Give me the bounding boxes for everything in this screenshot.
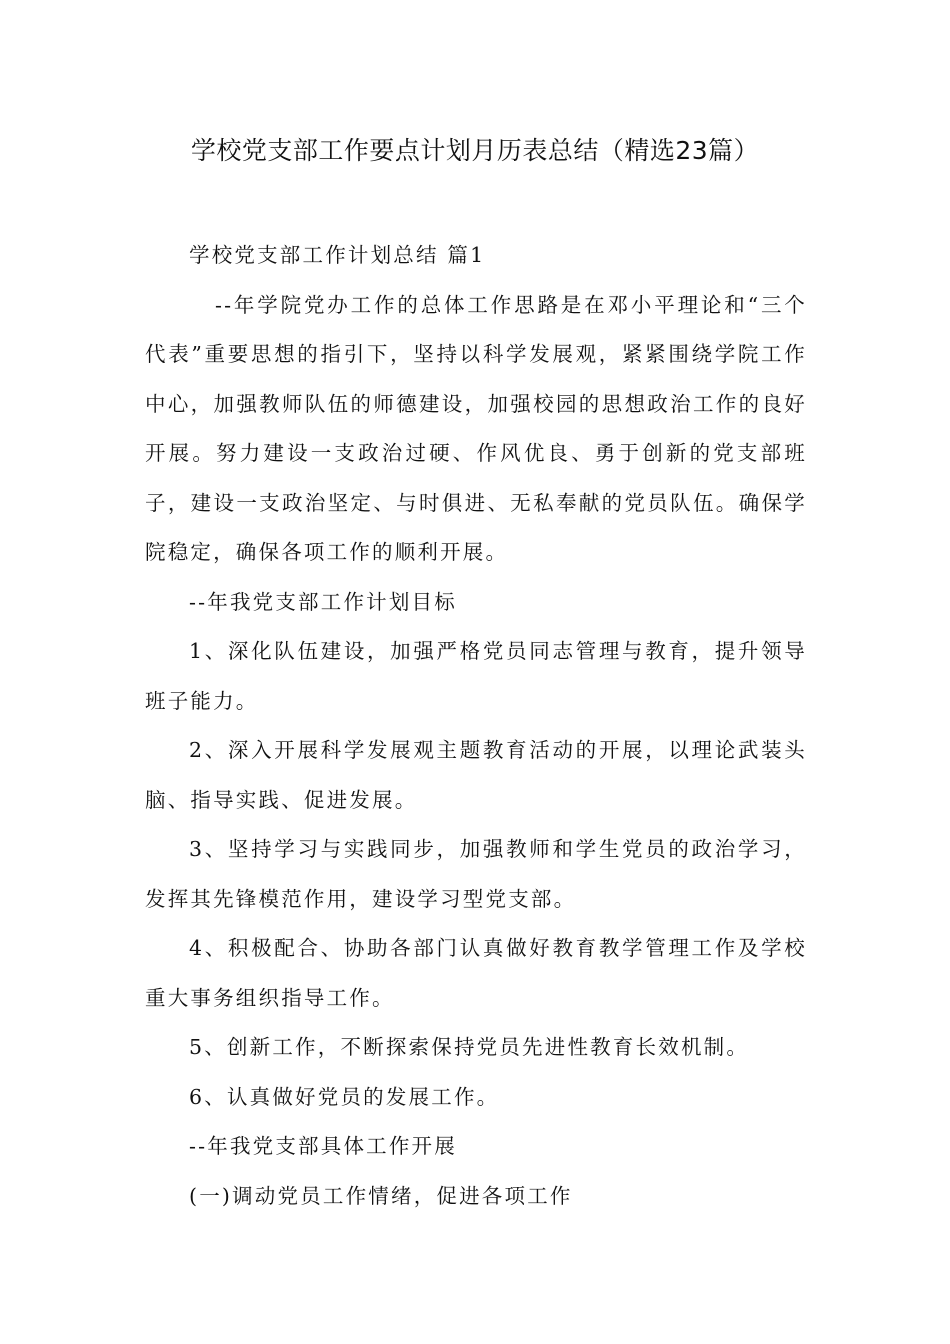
document-body — [145, 231, 807, 1221]
list-item: 2、深入开展科学发展观主题教育活动的开展，以理论武装头脑、指导实践、促进发展。 — [145, 738, 807, 812]
section-heading: 学校党支部工作计划总结 篇1 — [189, 243, 486, 267]
list-item: 1、深化队伍建设，加强严格党员同志管理与教育，提升领导班子能力。 — [145, 639, 807, 713]
subheading-work: --年我党支部具体工作开展 — [189, 1134, 457, 1158]
list-item: 3、坚持学习与实践同步，加强教师和学生党员的政治学习，发挥其先锋模范作用，建设学习型党支部。 — [145, 837, 807, 911]
list-item: 5、创新工作，不断探索保持党员先进性教育长效机制。 — [189, 1035, 750, 1059]
subheading-goals: --年我党支部工作计划目标 — [189, 589, 457, 614]
list-item: 6、认真做好党员的发展工作。 — [189, 1084, 500, 1109]
document-title: 学校党支部工作要点计划月历表总结（精选23篇） — [190, 136, 760, 165]
list-item: 4、积极配合、协助各部门认真做好教育教学管理工作及学校重大事务组织指导工作。 — [145, 936, 807, 1010]
paragraph-intro: --年学院党办工作的总体工作思路是在邓小平理论和“三个代表”重要思想的指引下，坚持以科学发展观，紧紧围绕学院工作中心，加强教师队伍的师德建设，加强校园的思想政治工作的良好开展。努力建设一支政治过硬、作风优良、勇于创新的党支部班子，建设一支政治坚定、与时俱进、无私奉献的党员队伍。确保学院稳定，确保各项工作的顺利开展。 — [145, 292, 807, 564]
subsection-heading: (一)调动党员工作情绪，促进各项工作 — [189, 1183, 573, 1208]
